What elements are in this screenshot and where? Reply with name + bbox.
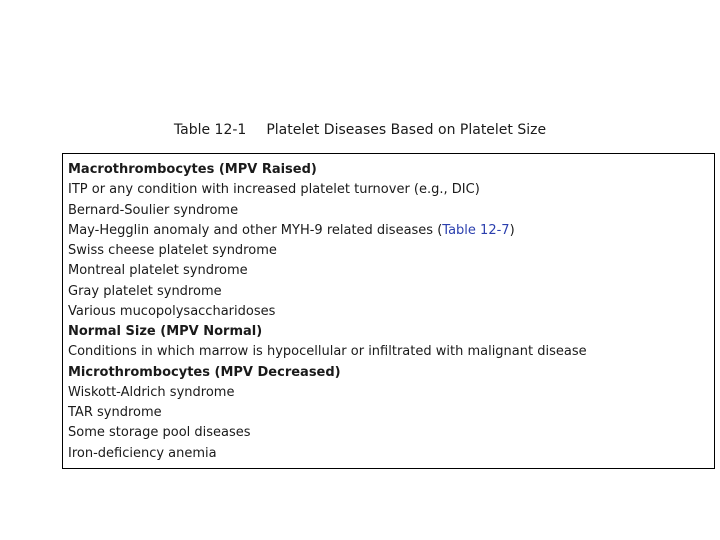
table-row: Conditions in which marrow is hypocellular or infiltrated with malignant disease — [68, 344, 587, 360]
section-heading-microthrombocytes: Microthrombocytes (MPV Decreased) — [68, 364, 341, 380]
table-row: Gray platelet syndrome — [68, 283, 222, 299]
table-row: Montreal platelet syndrome — [68, 263, 248, 279]
table-row: Bernard-Soulier syndrome — [68, 202, 239, 218]
table-row: Wiskott-Aldrich syndrome — [68, 384, 235, 400]
table-title: Platelet Diseases Based on Platelet Size — [266, 122, 547, 138]
section-heading-macrothrombocytes: Macrothrombocytes (MPV Raised) — [68, 162, 317, 177]
table-row: TAR syndrome — [68, 405, 162, 420]
table-row: Various mucopolysaccharidoses — [68, 303, 276, 319]
platelet-table — [62, 153, 715, 469]
table-row: Swiss cheese platelet syndrome — [68, 243, 277, 258]
table-caption — [0, 122, 720, 138]
table-number: Table 12-1 — [173, 122, 247, 138]
table-reference-link[interactable]: Table 12-7 — [442, 222, 510, 238]
table-row: May-Hegglin anomaly and other MYH-9 related diseases (Table 12-7) — [68, 222, 515, 238]
table-row: Some storage pool diseases — [68, 425, 251, 441]
table-row: ITP or any condition with increased platelet turnover (e.g., DIC) — [68, 182, 480, 198]
table-row: Iron-deficiency anemia — [68, 445, 217, 461]
section-heading-normal-size: Normal Size (MPV Normal) — [68, 324, 263, 339]
